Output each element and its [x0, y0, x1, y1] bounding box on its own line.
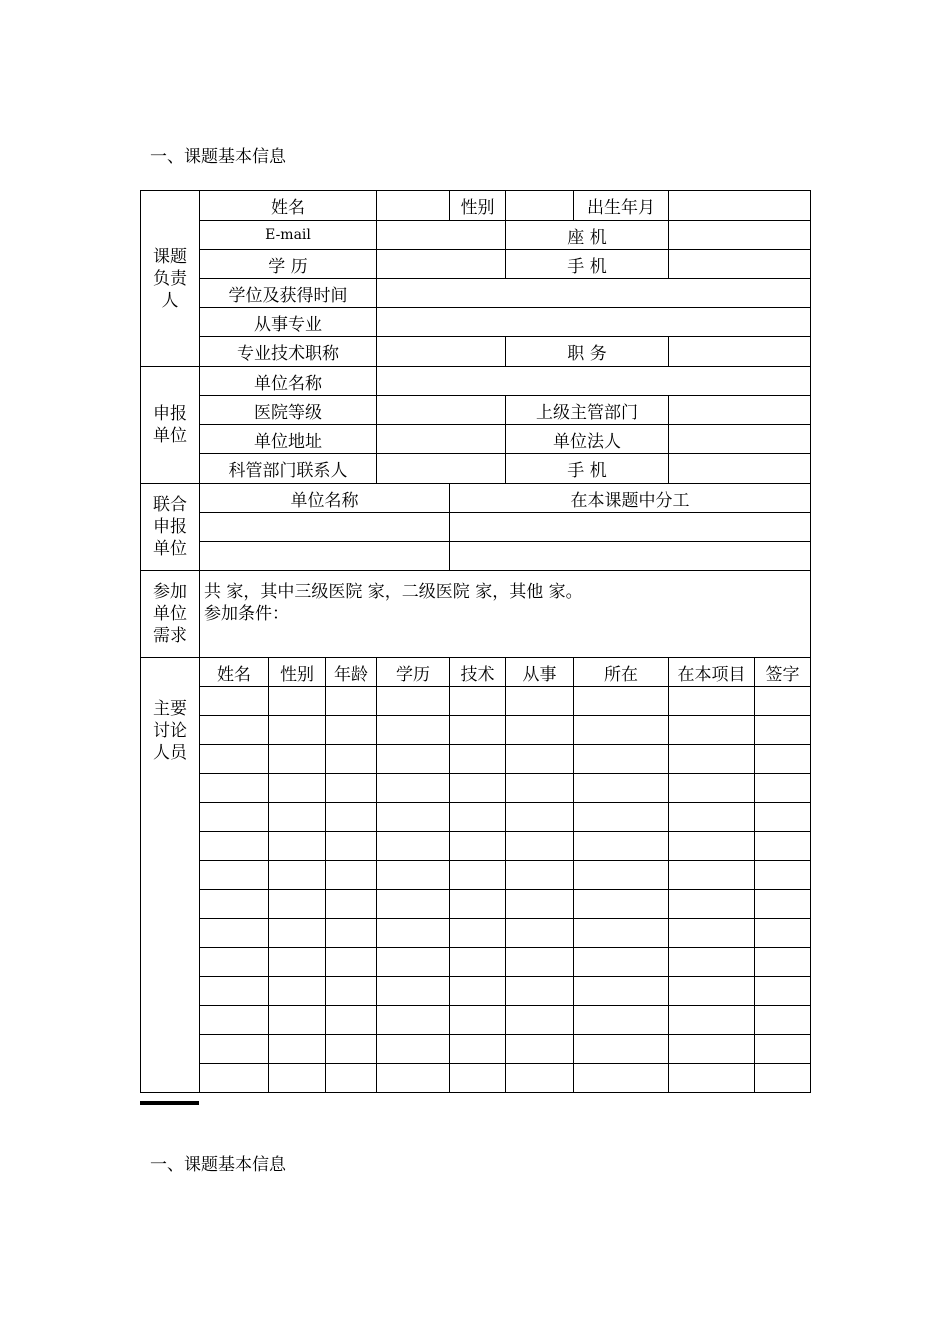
member-cell[interactable] [506, 861, 574, 890]
header-education: 学历 [377, 658, 450, 687]
member-cell[interactable] [755, 1006, 811, 1035]
member-cell[interactable] [755, 861, 811, 890]
label-specialty: 从事专业 [200, 308, 377, 337]
member-cell[interactable] [269, 948, 326, 977]
member-cell[interactable] [269, 1035, 326, 1064]
member-cell[interactable] [326, 832, 377, 861]
member-cell[interactable] [200, 890, 269, 919]
section-label-joint: 联合申报单位 [141, 484, 200, 571]
member-cell[interactable] [669, 832, 755, 861]
member-cell[interactable] [377, 745, 450, 774]
member-cell[interactable] [326, 745, 377, 774]
member-cell[interactable] [200, 861, 269, 890]
member-cell[interactable] [269, 1064, 326, 1093]
field-joint-division-2[interactable] [450, 542, 811, 571]
member-cell[interactable] [506, 1064, 574, 1093]
member-cell[interactable] [574, 1064, 669, 1093]
label-address: 单位地址 [200, 425, 377, 454]
member-cell[interactable] [377, 948, 450, 977]
member-cell[interactable] [377, 977, 450, 1006]
member-cell[interactable] [574, 948, 669, 977]
label-joint-division: 在本课题中分工 [450, 484, 811, 513]
member-cell[interactable] [450, 890, 506, 919]
label-email: E-mail [200, 221, 377, 250]
label-birth: 出生年月 [574, 191, 669, 221]
member-cell[interactable] [755, 919, 811, 948]
member-cell[interactable] [326, 774, 377, 803]
member-cell[interactable] [200, 803, 269, 832]
member-cell[interactable] [574, 890, 669, 919]
member-cell[interactable] [450, 977, 506, 1006]
label-education: 学 历 [200, 250, 377, 279]
field-applicant-mobile[interactable] [669, 454, 811, 484]
header-age: 年龄 [326, 658, 377, 687]
member-cell[interactable] [755, 774, 811, 803]
field-education[interactable] [377, 250, 506, 279]
member-cell[interactable] [200, 948, 269, 977]
member-cell[interactable] [450, 948, 506, 977]
field-joint-division-1[interactable] [450, 513, 811, 542]
field-unit-name[interactable] [377, 367, 811, 396]
member-row [141, 687, 811, 716]
field-hospital-level[interactable] [377, 396, 506, 425]
field-position[interactable] [669, 337, 811, 367]
label-title: 专业技术职称 [200, 337, 377, 367]
member-row [141, 774, 811, 803]
application-form-table [140, 190, 811, 1093]
member-cell[interactable] [506, 890, 574, 919]
member-cell[interactable] [574, 1006, 669, 1035]
member-cell[interactable] [326, 1064, 377, 1093]
section-label-applicant: 申报单位 [141, 367, 200, 484]
member-cell[interactable] [269, 832, 326, 861]
member-cell[interactable] [326, 1035, 377, 1064]
member-cell[interactable] [450, 1006, 506, 1035]
member-cell[interactable] [326, 890, 377, 919]
section-label-participant: 参加单位需求 [141, 571, 200, 658]
header-name: 姓名 [200, 658, 269, 687]
member-cell[interactable] [669, 803, 755, 832]
member-cell[interactable] [669, 1006, 755, 1035]
header-signature: 签字 [755, 658, 811, 687]
label-gender: 性别 [450, 191, 506, 221]
member-cell[interactable] [269, 977, 326, 1006]
section-label-leader: 课题负责人 [141, 191, 200, 367]
member-cell[interactable] [377, 919, 450, 948]
member-cell[interactable] [326, 977, 377, 1006]
field-gender[interactable] [506, 191, 574, 221]
section-heading: 一、课题基本信息 [150, 147, 286, 167]
member-cell[interactable] [450, 861, 506, 890]
member-cell[interactable] [377, 832, 450, 861]
member-cell[interactable] [755, 1035, 811, 1064]
field-landline[interactable] [669, 221, 811, 250]
member-cell[interactable] [669, 890, 755, 919]
member-cell[interactable] [506, 1035, 574, 1064]
member-cell[interactable] [269, 890, 326, 919]
member-cell[interactable] [669, 774, 755, 803]
member-cell[interactable] [269, 774, 326, 803]
member-cell[interactable] [326, 803, 377, 832]
header-gender: 性别 [269, 658, 326, 687]
member-cell[interactable] [506, 832, 574, 861]
member-cell[interactable] [200, 774, 269, 803]
header-located: 所在 [574, 658, 669, 687]
member-cell[interactable] [200, 919, 269, 948]
member-cell[interactable] [200, 1006, 269, 1035]
member-cell[interactable] [574, 919, 669, 948]
member-cell[interactable] [574, 803, 669, 832]
member-cell[interactable] [326, 948, 377, 977]
member-row [141, 919, 811, 948]
member-cell[interactable] [506, 716, 574, 745]
member-cell[interactable] [377, 774, 450, 803]
member-cell[interactable] [669, 1035, 755, 1064]
member-cell[interactable] [200, 1064, 269, 1093]
member-row [141, 1006, 811, 1035]
member-cell[interactable] [450, 1064, 506, 1093]
section-heading-repeat: 一、课题基本信息 [150, 1155, 286, 1175]
member-cell[interactable] [574, 745, 669, 774]
member-cell[interactable] [377, 1035, 450, 1064]
member-cell[interactable] [755, 890, 811, 919]
member-cell[interactable] [450, 716, 506, 745]
member-cell[interactable] [326, 861, 377, 890]
field-contact[interactable] [377, 454, 506, 484]
member-cell[interactable] [377, 687, 450, 716]
member-cell[interactable] [200, 687, 269, 716]
member-cell[interactable] [269, 687, 326, 716]
field-address[interactable] [377, 425, 506, 454]
member-cell[interactable] [200, 832, 269, 861]
member-row [141, 890, 811, 919]
field-title[interactable] [377, 337, 506, 367]
member-cell[interactable] [574, 687, 669, 716]
section-label-members: 主要讨论人员 [141, 658, 200, 1093]
member-cell[interactable] [506, 948, 574, 977]
member-cell[interactable] [506, 687, 574, 716]
label-superior: 上级主管部门 [506, 396, 669, 425]
member-cell[interactable] [506, 774, 574, 803]
member-row [141, 716, 811, 745]
member-cell[interactable] [200, 977, 269, 1006]
member-cell[interactable] [377, 803, 450, 832]
field-name[interactable] [377, 191, 450, 221]
member-cell[interactable] [669, 1064, 755, 1093]
member-row [141, 861, 811, 890]
member-cell[interactable] [669, 687, 755, 716]
member-cell[interactable] [269, 716, 326, 745]
member-cell[interactable] [669, 716, 755, 745]
member-cell[interactable] [450, 687, 506, 716]
participant-count-line: 共 家，其中三级医院 家，二级医院 家，其他 家。 [204, 582, 583, 602]
label-contact: 科管部门联系人 [200, 454, 377, 484]
header-in-project: 在本项目 [669, 658, 755, 687]
member-row [141, 745, 811, 774]
field-superior[interactable] [669, 396, 811, 425]
member-cell[interactable] [669, 977, 755, 1006]
participant-requirements[interactable] [200, 571, 811, 658]
field-legal-person[interactable] [669, 425, 811, 454]
member-cell[interactable] [326, 716, 377, 745]
member-cell[interactable] [450, 1035, 506, 1064]
label-applicant-mobile: 手 机 [506, 454, 669, 484]
member-cell[interactable] [326, 687, 377, 716]
member-cell[interactable] [755, 745, 811, 774]
field-birth[interactable] [669, 191, 811, 221]
member-cell[interactable] [200, 1035, 269, 1064]
member-cell[interactable] [200, 716, 269, 745]
field-specialty[interactable] [377, 308, 811, 337]
member-cell[interactable] [450, 919, 506, 948]
member-cell[interactable] [269, 861, 326, 890]
label-position: 职 务 [506, 337, 669, 367]
label-name: 姓名 [200, 191, 377, 221]
member-cell[interactable] [755, 716, 811, 745]
header-engaged: 从事 [506, 658, 574, 687]
bottom-left-thick-line [140, 1101, 199, 1105]
member-cell[interactable] [506, 803, 574, 832]
label-landline: 座 机 [506, 221, 669, 250]
label-hospital-level: 医院等级 [200, 396, 377, 425]
member-cell[interactable] [450, 803, 506, 832]
member-cell[interactable] [669, 948, 755, 977]
member-cell[interactable] [574, 977, 669, 1006]
member-cell[interactable] [755, 803, 811, 832]
member-cell[interactable] [574, 832, 669, 861]
member-cell[interactable] [200, 745, 269, 774]
member-cell[interactable] [506, 1006, 574, 1035]
member-row [141, 948, 811, 977]
member-row [141, 832, 811, 861]
member-cell[interactable] [450, 745, 506, 774]
member-cell[interactable] [377, 890, 450, 919]
member-cell[interactable] [450, 832, 506, 861]
member-cell[interactable] [506, 745, 574, 774]
label-legal-person: 单位法人 [506, 425, 669, 454]
member-row [141, 977, 811, 1006]
participant-conditions-line: 参加条件： [204, 604, 289, 624]
member-cell[interactable] [574, 861, 669, 890]
member-cell[interactable] [326, 1006, 377, 1035]
label-joint-unit-name: 单位名称 [200, 484, 450, 513]
header-technical: 技术 [450, 658, 506, 687]
field-degree[interactable] [377, 279, 811, 308]
member-cell[interactable] [755, 977, 811, 1006]
member-cell[interactable] [506, 977, 574, 1006]
field-joint-unit-1[interactable] [200, 513, 450, 542]
member-row [141, 803, 811, 832]
member-cell[interactable] [755, 832, 811, 861]
member-row [141, 1035, 811, 1064]
field-mobile[interactable] [669, 250, 811, 279]
member-cell[interactable] [755, 948, 811, 977]
field-joint-unit-2[interactable] [200, 542, 450, 571]
member-cell[interactable] [669, 861, 755, 890]
label-degree: 学位及获得时间 [200, 279, 377, 308]
member-cell[interactable] [755, 1064, 811, 1093]
label-mobile: 手 机 [506, 250, 669, 279]
member-cell[interactable] [574, 716, 669, 745]
member-cell[interactable] [755, 687, 811, 716]
member-cell[interactable] [326, 919, 377, 948]
member-cell[interactable] [269, 1006, 326, 1035]
member-cell[interactable] [269, 745, 326, 774]
field-email[interactable] [377, 221, 506, 250]
member-cell[interactable] [377, 1064, 450, 1093]
member-cell[interactable] [377, 1006, 450, 1035]
member-cell[interactable] [669, 919, 755, 948]
member-cell[interactable] [377, 716, 450, 745]
member-cell[interactable] [269, 803, 326, 832]
member-cell[interactable] [450, 774, 506, 803]
member-cell[interactable] [574, 774, 669, 803]
member-cell[interactable] [669, 745, 755, 774]
label-unit-name: 单位名称 [200, 367, 377, 396]
member-cell[interactable] [506, 919, 574, 948]
member-cell[interactable] [574, 1035, 669, 1064]
member-cell[interactable] [377, 861, 450, 890]
member-cell[interactable] [269, 919, 326, 948]
member-row [141, 1064, 811, 1093]
